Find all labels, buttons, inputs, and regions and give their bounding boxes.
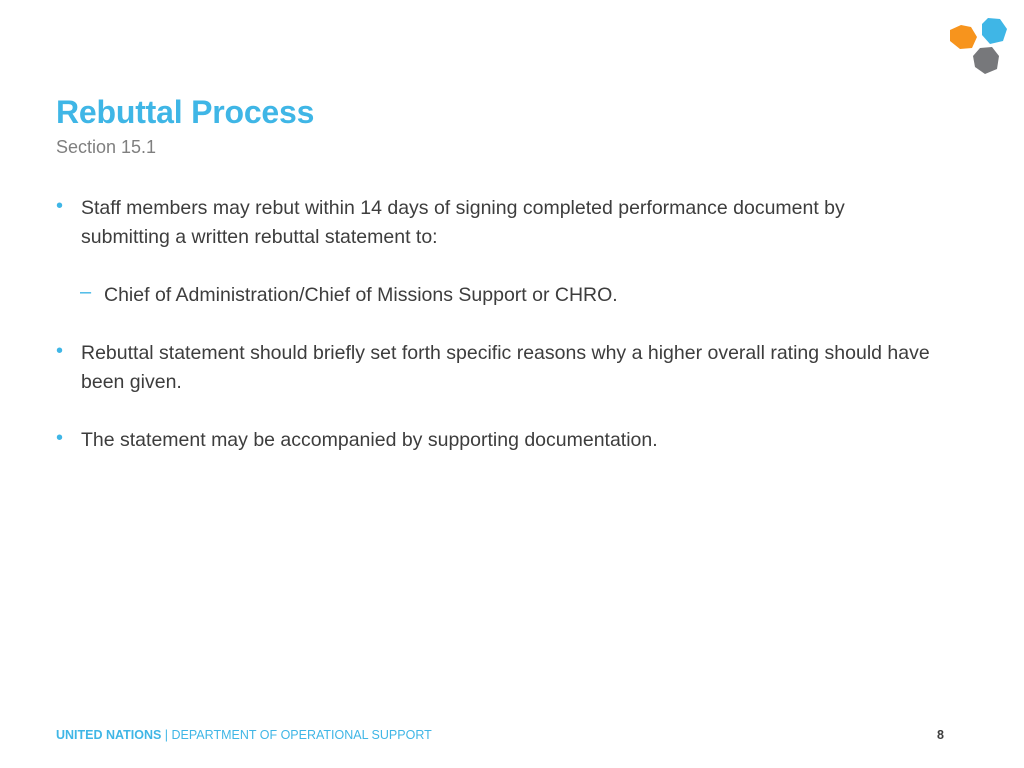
page-number: 8	[937, 728, 944, 742]
footer-separator: |	[161, 728, 172, 742]
logo-orange-hexagon	[950, 25, 977, 49]
bullet-item	[56, 339, 936, 397]
sub-bullet-text: Chief of Administration/Chief of Missions Support or CHRO.	[104, 284, 618, 306]
footer-org: UNITED NATIONS	[56, 728, 162, 742]
logo-blue-hexagon	[982, 18, 1007, 44]
slide-subtitle: Section 15.1	[56, 137, 157, 157]
bullet-text: The statement may be accompanied by supporting documentation.	[81, 429, 658, 451]
bullet-item	[56, 194, 936, 252]
slide-content	[56, 194, 936, 455]
sub-bullet-marker: –	[80, 281, 92, 303]
sub-bullet-item	[56, 281, 936, 310]
bullet-text: Rebuttal statement should briefly set forth specific reasons why a higher overall rating should have been given.	[81, 342, 930, 393]
bullet-text: Staff members may rebut within 14 days of signing completed performance document by submitting a written rebuttal statement to:	[81, 197, 845, 248]
bullet-marker: •	[56, 427, 64, 449]
footer	[56, 728, 432, 742]
hexagon-cluster-logo-icon	[942, 14, 1012, 84]
bullet-marker: •	[56, 195, 64, 217]
logo-gray-hexagon	[973, 47, 999, 74]
bullet-item	[56, 426, 936, 455]
slide-title: Rebuttal Process	[56, 94, 315, 130]
footer-department: DEPARTMENT OF OPERATIONAL SUPPORT	[171, 728, 432, 742]
bullet-marker: •	[56, 340, 64, 362]
